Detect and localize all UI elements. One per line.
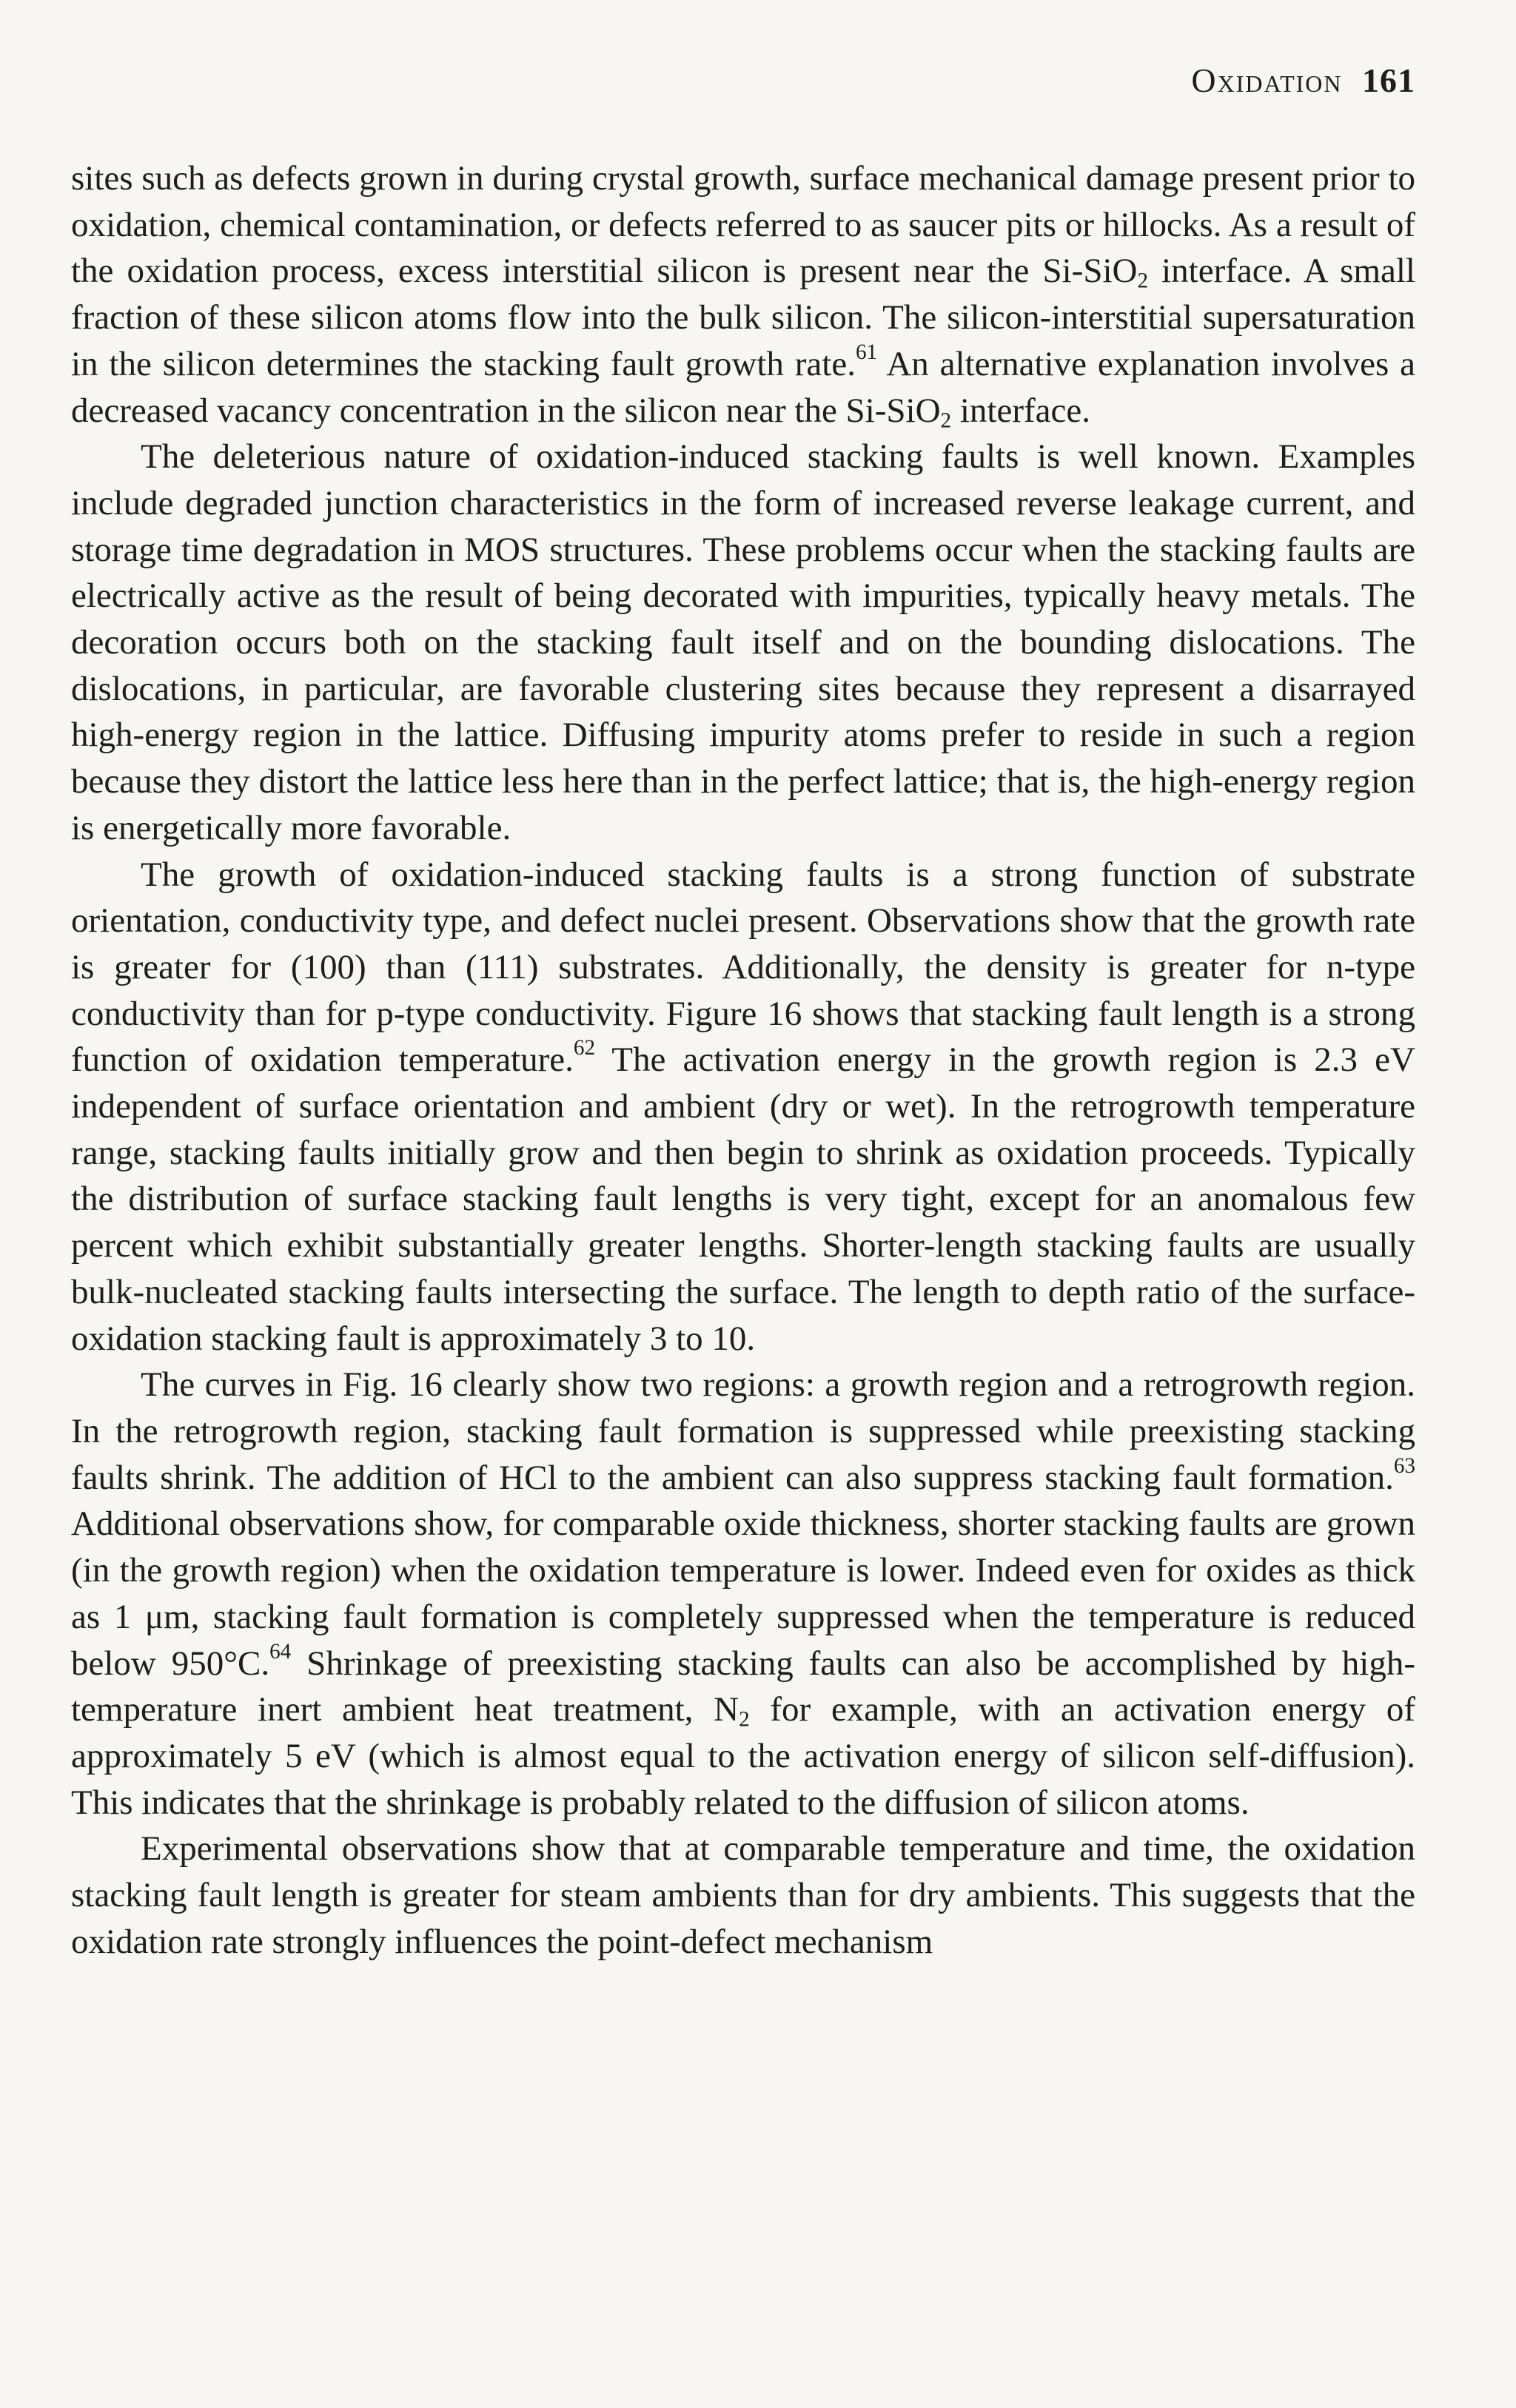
text-run: The deleterious nature of oxidation-induced stacking faults is well known. Examples include degraded junction characteristics in the form of increased reverse leakage current, and storage time degradation in MOS structures. These problems occur when the stacking faults are electrically active as the result of being decorated with impurities, typically heavy metals. The decoration occurs both on the stacking fault itself and on the bounding dislocations. The dislocations, in particular, are favorable clustering sites because they represent a disarrayed high-energy region in the lattice. Diffusing impurity atoms prefer to reside in such a region because they distort the lattice less here than in the perfect lattice; that is, the high-energy region is energetically more favorable. bbox=[71, 437, 1415, 847]
text-run: The activation energy in the growth region is 2.3 eV independent of surface orientation and ambient (dry or wet). In the retrogrowth temperature range, stacking faults initially grow and then begin to shrink as oxidation proceeds. Typically the distribution of surface stacking fault lengths is very tight, except for an anomalous few percent which exhibit substantially greater lengths. Shorter-length stacking faults are usually bulk-nucleated stacking faults intersecting the surface. The length to depth ratio of the surface-oxidation stacking fault is approximately 3 to 10. bbox=[71, 1040, 1415, 1358]
paragraph bbox=[71, 852, 1415, 1362]
paragraph bbox=[71, 155, 1415, 434]
text-run: The curves in Fig. 16 clearly show two regions: a growth region and a retrogrowth region. In the retrogrowth region, stacking fault formation is suppressed while preexisting stacking faults shrink. The addition of HCl to the ambient can also suppress stacking fault formation. bbox=[71, 1365, 1415, 1497]
running-head bbox=[1191, 61, 1415, 100]
text-run: Experimental observations show that at comparable temperature and time, the oxidation stacking fault length is greater for steam ambients than for dry ambients. This suggests that the oxidation rate strongly influences the point-defect mechanism bbox=[71, 1829, 1415, 1961]
text-run: Additional observations show, for comparable oxide thickness, shorter stacking faults are grown (in the growth region) when the oxidation temperature is lower. Indeed even for oxides as thick as 1 μm, stacking fault formation is completely suppressed when the temperature is reduced below 950°C. bbox=[71, 1504, 1415, 1683]
page-number: 161 bbox=[1362, 61, 1415, 99]
text-run: interface. bbox=[951, 391, 1090, 430]
subscript: 2 bbox=[739, 1707, 750, 1732]
paragraph bbox=[71, 1826, 1415, 1965]
paragraph bbox=[71, 434, 1415, 851]
section-title: Oxidation bbox=[1191, 61, 1343, 99]
reference-superscript: 61 bbox=[855, 340, 878, 364]
text-run: sites such as defects grown in during crystal growth, surface mechanical damage present prior to oxidation, chemical contamination, or defects referred to as saucer pits or hillocks. As a result of the oxidation process, excess interstitial silicon is present near the Si-SiO bbox=[71, 159, 1415, 291]
page-body bbox=[71, 155, 1415, 1965]
text-run: interface. A small fraction of these silicon atoms flow into the bulk silicon. The silicon-interstitial supersaturation in the silicon determines the stacking fault growth rate. bbox=[71, 252, 1415, 383]
subscript: 2 bbox=[1137, 269, 1149, 293]
reference-superscript: 63 bbox=[1393, 1453, 1415, 1478]
text-run: The growth of oxidation-induced stacking faults is a strong function of substrate orientation, conductivity type, and defect nuclei present. Observations show that the growth rate is greater for (100) than (111) substrates. Additionally, the density is greater for n-type conductivity than for p-type conductivity. Figure 16 shows that stacking fault length is a strong function of oxidation temperature. bbox=[71, 855, 1415, 1080]
text-run: An alternative explanation involves a decreased vacancy concentration in the silicon near the Si-SiO bbox=[71, 344, 1415, 430]
paragraph bbox=[71, 1362, 1415, 1826]
reference-superscript: 62 bbox=[573, 1036, 596, 1060]
text-run: Shrinkage of preexisting stacking faults can also be accomplished by high-temperature inert ambient heat treatment, N bbox=[71, 1644, 1415, 1729]
subscript: 2 bbox=[940, 408, 952, 432]
reference-superscript: 64 bbox=[269, 1639, 292, 1664]
text-run: for example, with an activation energy of approximately 5 eV (which is almost equal to the activation energy of silicon self-diffusion). This indicates that the shrinkage is probably related to the diffusion of silicon atoms. bbox=[71, 1690, 1415, 1822]
